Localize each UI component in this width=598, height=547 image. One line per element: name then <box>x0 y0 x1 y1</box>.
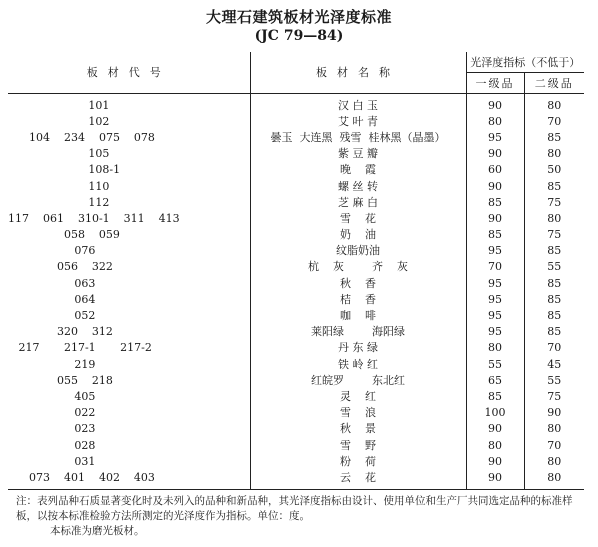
row-code: 105 <box>8 147 110 161</box>
table-row <box>8 146 584 162</box>
document-title: 大理石建筑板材光泽度标准 <box>205 8 392 26</box>
row-grade-2-value: 80 <box>524 469 584 489</box>
table-row <box>8 194 584 210</box>
row-name: 咖 啡 <box>250 307 466 323</box>
table-body <box>8 94 584 490</box>
row-grade-2-value: 80 <box>547 147 562 161</box>
table-row <box>8 388 584 404</box>
row-grade-2-value: 55 <box>547 260 562 274</box>
row-name: 灵 红 <box>250 388 466 404</box>
table-row <box>8 469 584 489</box>
row-code: 055 218 <box>8 373 113 387</box>
row-code: 110 <box>8 179 110 193</box>
table-row <box>8 356 584 372</box>
row-grade-2-value: 80 <box>547 98 562 112</box>
table-row <box>8 405 584 421</box>
row-name: 雪 花 <box>250 210 466 226</box>
table-row <box>8 129 584 145</box>
row-grade-1-value: 80 <box>466 113 524 129</box>
row-name: 纹脂奶油 <box>250 243 466 259</box>
row-code: 076 <box>8 244 96 258</box>
header-gloss-index: 光泽度指标（不低于） <box>466 52 584 73</box>
row-name: 汉 白 玉 <box>250 94 466 114</box>
row-grade-1-value: 95 <box>466 291 524 307</box>
row-code: 101 <box>8 98 110 112</box>
row-code: 117 061 310-1 311 413 <box>8 211 180 225</box>
row-name: 桔 香 <box>250 291 466 307</box>
header-grade-1: 一级品 <box>466 73 524 94</box>
row-code: 102 <box>8 114 110 128</box>
row-code: 028 <box>8 438 96 452</box>
row-grade-2-value: 80 <box>547 211 562 225</box>
table-row <box>8 453 584 469</box>
row-code: 219 <box>8 357 96 371</box>
row-grade-1-value: 90 <box>466 146 524 162</box>
table-row <box>8 259 584 275</box>
row-grade-2-value: 75 <box>547 389 562 403</box>
row-grade-2-value: 80 <box>547 422 562 436</box>
row-code: 022 <box>8 406 96 420</box>
row-grade-1-value: 95 <box>466 275 524 291</box>
row-grade-1-value: 65 <box>466 372 524 388</box>
row-name: 曇玉 大连黑 残雪 桂林黑（晶墨） <box>250 129 466 145</box>
row-grade-1-value: 90 <box>466 94 524 114</box>
row-grade-1-value: 55 <box>466 356 524 372</box>
table-row <box>8 94 584 114</box>
row-name: 紫 豆 瓣 <box>250 146 466 162</box>
footnote <box>16 494 576 539</box>
row-grade-1-value: 95 <box>466 129 524 145</box>
table-row <box>8 307 584 323</box>
row-grade-2-value: 85 <box>547 276 562 290</box>
row-grade-2-value: 85 <box>547 130 562 144</box>
footnote-line-2: 本标准为磨光板材。 <box>50 525 145 537</box>
row-name: 云 花 <box>250 469 466 489</box>
row-grade-1-value: 70 <box>466 259 524 275</box>
row-grade-1-value: 90 <box>466 178 524 194</box>
row-grade-1-value: 95 <box>466 243 524 259</box>
row-grade-2-value: 70 <box>547 114 562 128</box>
row-grade-2-value: 75 <box>547 195 562 209</box>
standard-number: (JC 79—84) <box>254 28 344 44</box>
row-name: 芝 麻 白 <box>250 194 466 210</box>
table-row <box>8 162 584 178</box>
table-row <box>8 113 584 129</box>
row-grade-1-value: 90 <box>466 421 524 437</box>
row-grade-2-value: 75 <box>547 228 562 242</box>
table-row <box>8 291 584 307</box>
row-code: 320 312 <box>8 325 113 339</box>
row-grade-1-value: 95 <box>466 307 524 323</box>
row-name: 秋 景 <box>250 421 466 437</box>
row-name: 螺 丝 转 <box>250 178 466 194</box>
row-grade-1-value: 90 <box>466 453 524 469</box>
row-grade-1-value: 80 <box>466 340 524 356</box>
row-grade-2-value: 45 <box>547 357 562 371</box>
row-name: 杭 灰 齐 灰 <box>250 259 466 275</box>
footnote-line-1: 注：表列品种石质显著变化时及未列入的品种和新品种，其光泽度指标由设计、使用单位和生产厂共同选定品种的标准样板，以按本标准检验方法所测定的光泽度作为指标。单位：度。 <box>16 495 573 522</box>
row-code: 104 234 075 078 <box>8 130 155 144</box>
row-grade-2-value: 55 <box>547 373 562 387</box>
row-code: 064 <box>8 292 96 306</box>
row-grade-2-value: 85 <box>547 325 562 339</box>
table-row <box>8 372 584 388</box>
header-board-name: 板材名称 <box>250 52 466 94</box>
row-code: 217 217-1 217-2 <box>8 341 152 355</box>
table-row <box>8 210 584 226</box>
row-grade-1-value: 85 <box>466 194 524 210</box>
table-row <box>8 275 584 291</box>
row-code: 023 <box>8 422 96 436</box>
table-row <box>8 421 584 437</box>
row-grade-1-value: 85 <box>466 227 524 243</box>
row-code: 112 <box>8 195 110 209</box>
table-row <box>8 243 584 259</box>
row-name: 莱阳绿 海阳绿 <box>250 324 466 340</box>
row-grade-2-value: 80 <box>547 454 562 468</box>
row-code: 108-1 <box>8 163 121 177</box>
row-grade-2-value: 85 <box>547 309 562 323</box>
row-name: 晚 霞 <box>250 162 466 178</box>
row-name: 艾 叶 青 <box>250 113 466 129</box>
row-grade-2-value: 70 <box>547 438 562 452</box>
row-grade-1-value: 95 <box>466 324 524 340</box>
row-code: 056 322 <box>8 260 113 274</box>
row-grade-2-value: 85 <box>547 244 562 258</box>
table-row <box>8 340 584 356</box>
row-grade-2-value: 50 <box>547 163 562 177</box>
gloss-standard-table <box>8 52 584 490</box>
row-code: 031 <box>8 454 96 468</box>
row-name: 丹 东 绿 <box>250 340 466 356</box>
row-grade-2-value: 90 <box>547 406 562 420</box>
row-grade-2-value: 70 <box>547 341 562 355</box>
row-name: 雪 浪 <box>250 405 466 421</box>
row-grade-1-value: 80 <box>466 437 524 453</box>
row-name: 红皖罗 东北红 <box>250 372 466 388</box>
row-name: 雪 野 <box>250 437 466 453</box>
row-grade-1-value: 85 <box>466 388 524 404</box>
row-name: 秋 香 <box>250 275 466 291</box>
table-row <box>8 324 584 340</box>
row-code: 405 <box>8 389 96 403</box>
table-row <box>8 227 584 243</box>
table-row <box>8 437 584 453</box>
row-grade-1-value: 90 <box>466 210 524 226</box>
table-row <box>8 178 584 194</box>
row-code: 052 <box>8 309 96 323</box>
row-code: 058 059 <box>8 228 120 242</box>
row-code: 063 <box>8 276 96 290</box>
header-board-code: 板材代号 <box>8 52 250 94</box>
row-grade-1-value: 90 <box>466 469 524 489</box>
header-grade-2: 二级品 <box>524 73 584 94</box>
row-name: 粉 荷 <box>250 453 466 469</box>
row-grade-1-value: 100 <box>466 405 524 421</box>
row-grade-2-value: 85 <box>547 179 562 193</box>
row-code: 073 401 402 403 <box>8 469 250 489</box>
row-grade-2-value: 85 <box>547 292 562 306</box>
row-grade-1-value: 60 <box>466 162 524 178</box>
row-name: 铁 岭 红 <box>250 356 466 372</box>
row-name: 奶 油 <box>250 227 466 243</box>
